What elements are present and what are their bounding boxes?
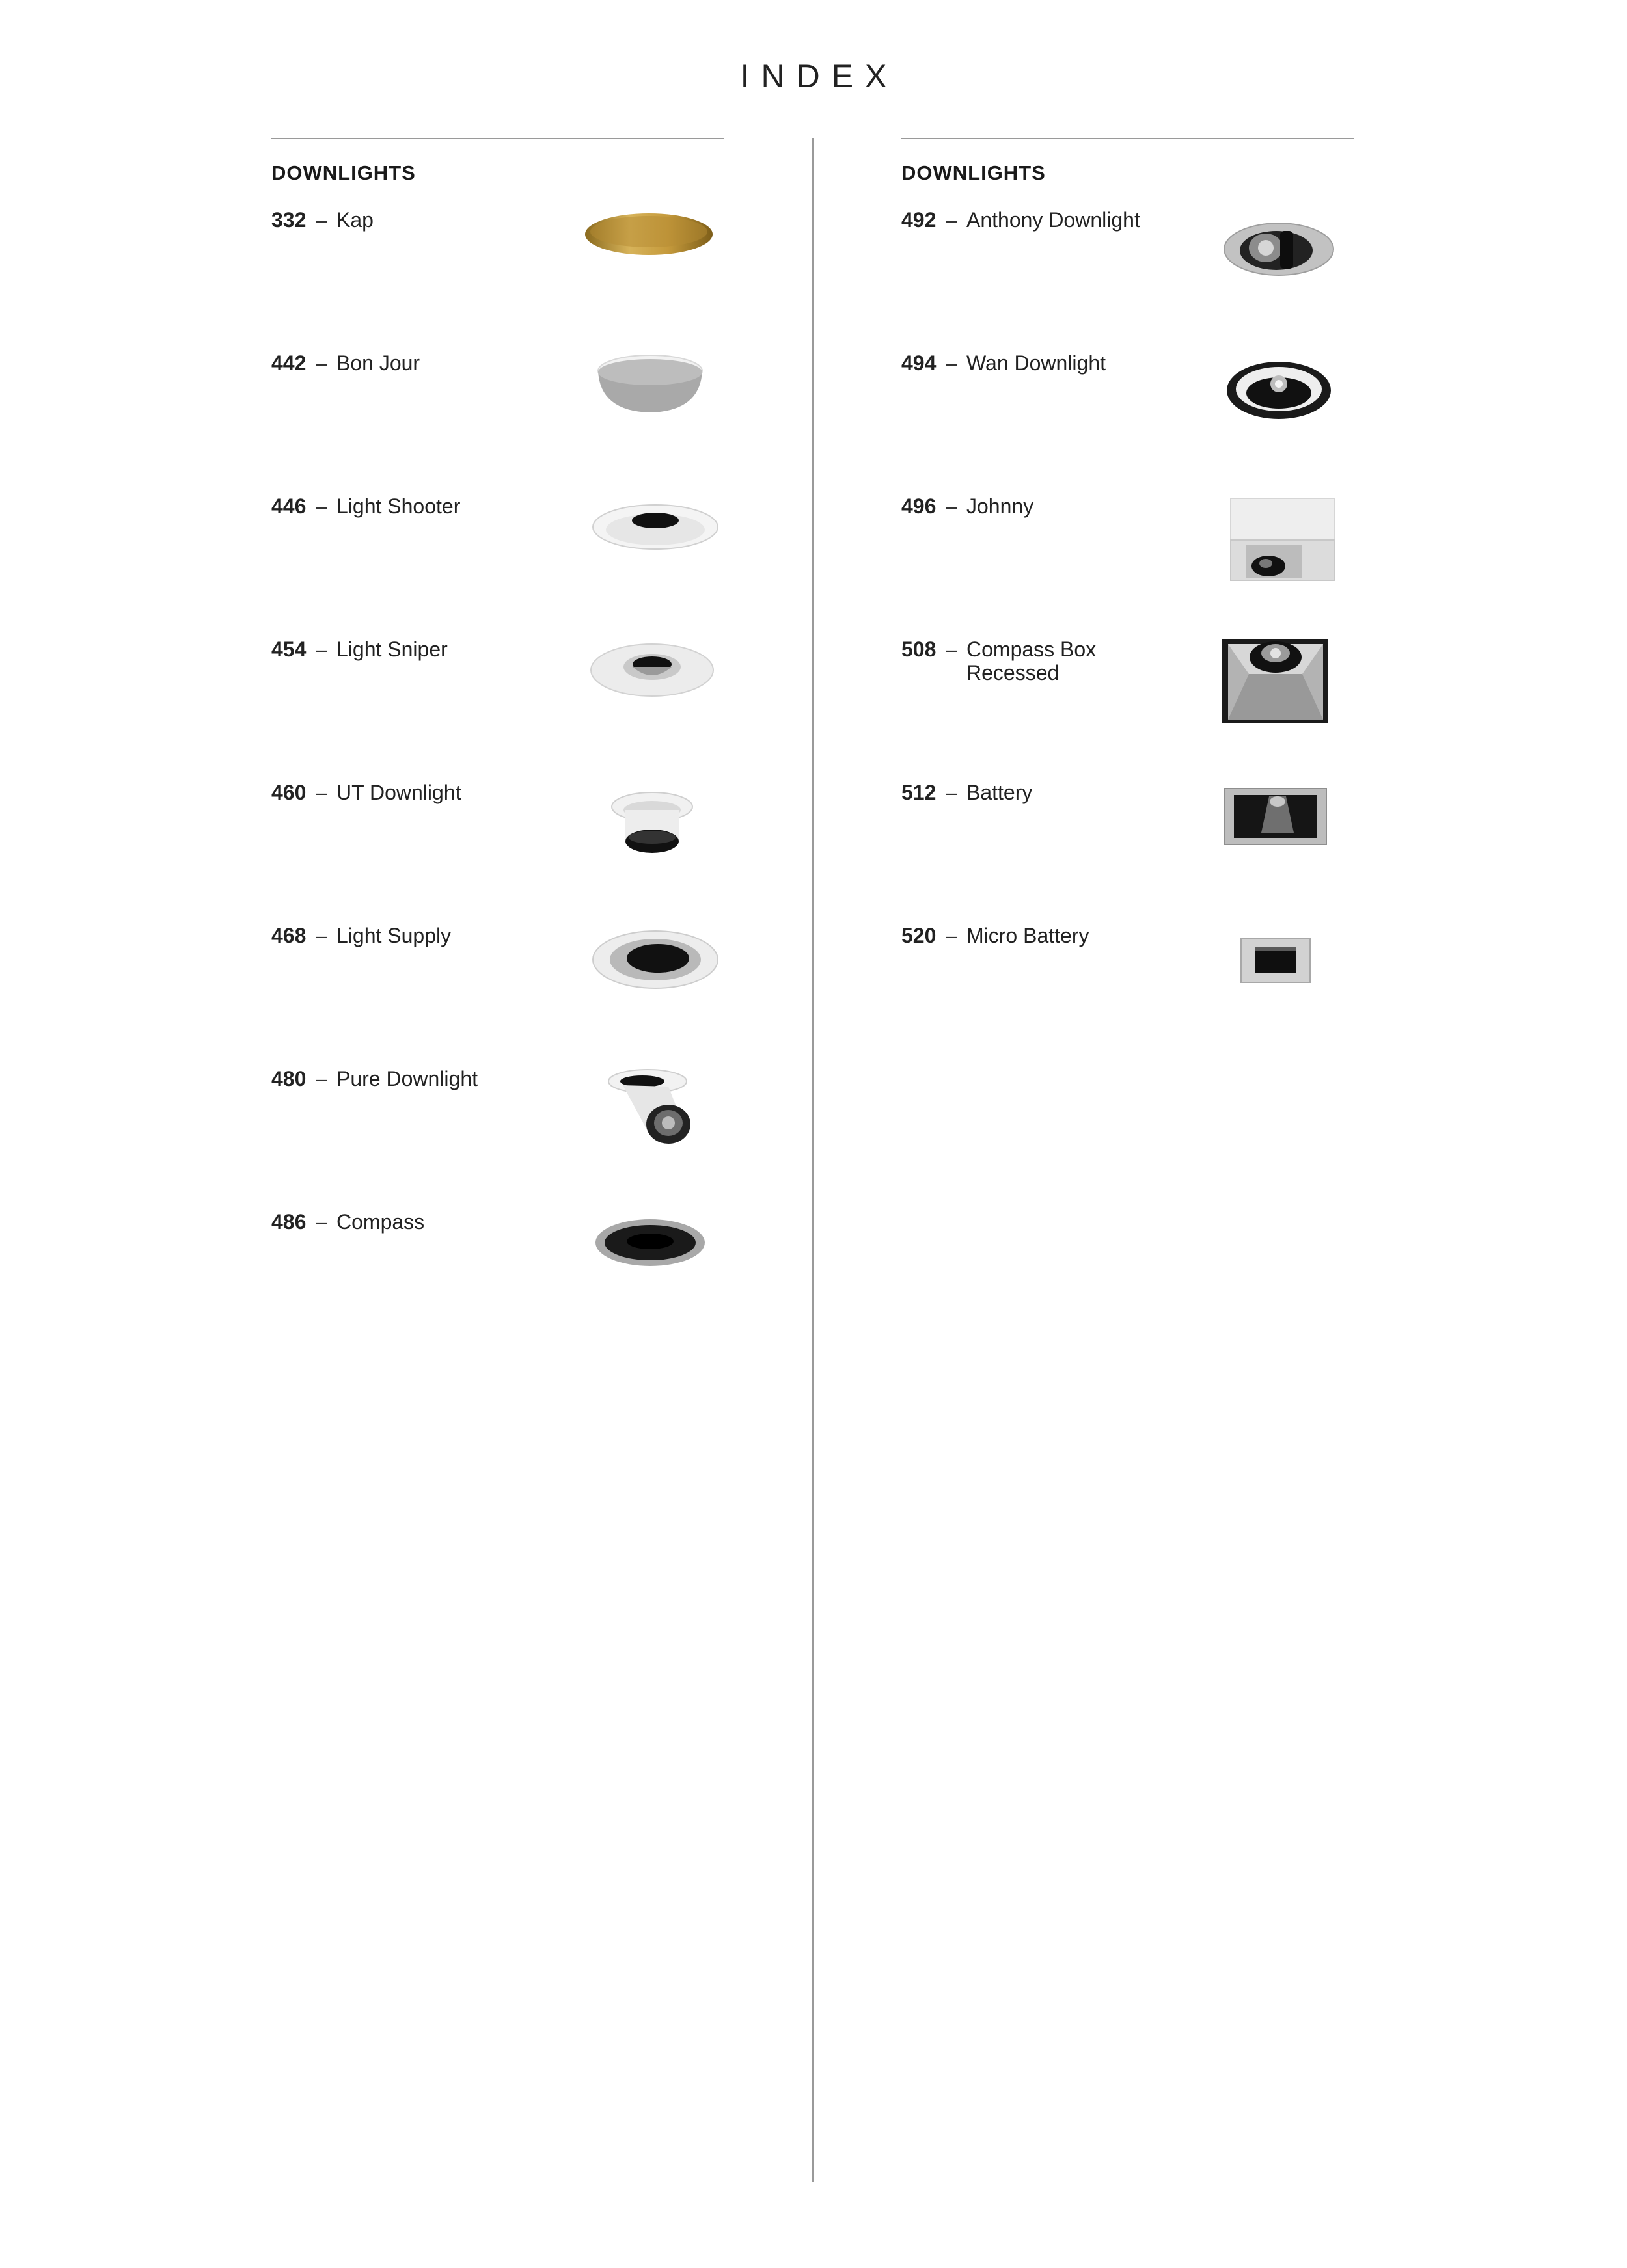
johnny-box-icon — [1227, 494, 1337, 586]
entry-dash: – — [316, 1210, 327, 1234]
light-supply-icon — [590, 927, 720, 992]
compass-box-recessed-icon — [1220, 638, 1331, 725]
entry-dash: – — [946, 208, 957, 232]
entry-dash: – — [946, 924, 957, 947]
entry-label — [901, 638, 1240, 684]
entry-name: Johnny — [966, 494, 1034, 518]
light-shooter-icon — [590, 501, 720, 553]
entry-number: 480 — [271, 1067, 307, 1090]
anthony-downlight-icon — [1220, 218, 1337, 283]
entry-name: UT Downlight — [336, 781, 461, 804]
left-section-heading: DOWNLIGHTS — [271, 161, 416, 184]
entry-label — [901, 351, 1240, 375]
entry-number: 496 — [901, 494, 937, 518]
entry-label — [901, 208, 1240, 232]
right-column-rule — [901, 138, 1354, 139]
entry-number: 512 — [901, 781, 937, 804]
entry-number: 508 — [901, 638, 937, 661]
entry-dash: – — [316, 924, 327, 947]
entry-number: 446 — [271, 494, 307, 518]
entry-label — [271, 208, 610, 232]
entry-name: Compass — [336, 1210, 425, 1234]
entry-dash: – — [946, 638, 957, 661]
light-sniper-icon — [587, 641, 717, 699]
micro-battery-icon — [1240, 937, 1311, 984]
entry-dash: – — [316, 1067, 327, 1090]
entry-name: Light Sniper — [336, 638, 448, 661]
entry-dash: – — [316, 638, 327, 661]
entry-label — [271, 494, 610, 518]
entry-label — [901, 924, 1240, 947]
entry-label — [901, 494, 1240, 518]
entry-name: Compass Box — [966, 638, 1097, 661]
entry-label — [271, 781, 610, 804]
entry-label — [271, 924, 610, 947]
compass-icon — [594, 1217, 707, 1269]
entry-name: Bon Jour — [336, 351, 420, 375]
entry-label — [271, 351, 610, 375]
entry-dash: – — [946, 494, 957, 518]
entry-dash: – — [946, 351, 957, 375]
entry-number: 442 — [271, 351, 307, 375]
entry-dash: – — [316, 208, 327, 232]
entry-dash: – — [316, 351, 327, 375]
entry-label — [271, 1067, 610, 1090]
center-divider — [812, 138, 814, 2182]
entry-dash: – — [316, 781, 327, 804]
battery-icon — [1224, 787, 1328, 846]
entry-number: 492 — [901, 208, 937, 232]
entry-number: 468 — [271, 924, 307, 947]
pure-downlight-icon — [603, 1067, 701, 1152]
entry-number: 520 — [901, 924, 937, 947]
entry-label — [901, 781, 1240, 804]
entry-number: 460 — [271, 781, 307, 804]
entry-name: Wan Downlight — [966, 351, 1106, 375]
entry-name: Battery — [966, 781, 1033, 804]
entry-dash: – — [316, 494, 327, 518]
entry-name-line2: Recessed — [966, 661, 1060, 684]
wan-downlight-icon — [1224, 358, 1334, 423]
entry-name: Kap — [336, 208, 374, 232]
entry-name: Light Supply — [336, 924, 452, 947]
entry-dash: – — [946, 781, 957, 804]
entry-name: Micro Battery — [966, 924, 1089, 947]
entry-number: 494 — [901, 351, 937, 375]
kap-gold-reflector-icon — [584, 208, 714, 260]
entry-number: 486 — [271, 1210, 307, 1234]
entry-name: Light Shooter — [336, 494, 461, 518]
right-section-heading: DOWNLIGHTS — [901, 161, 1046, 184]
left-column-rule — [271, 138, 724, 139]
bon-jour-dome-icon — [594, 351, 707, 416]
entry-label — [271, 1210, 610, 1234]
entry-name: Pure Downlight — [336, 1067, 478, 1090]
entry-number: 332 — [271, 208, 307, 232]
entry-label — [271, 638, 610, 661]
page-title: INDEX — [740, 58, 899, 94]
entry-name: Anthony Downlight — [966, 208, 1140, 232]
entry-number: 454 — [271, 638, 307, 661]
ut-downlight-icon — [610, 790, 694, 862]
